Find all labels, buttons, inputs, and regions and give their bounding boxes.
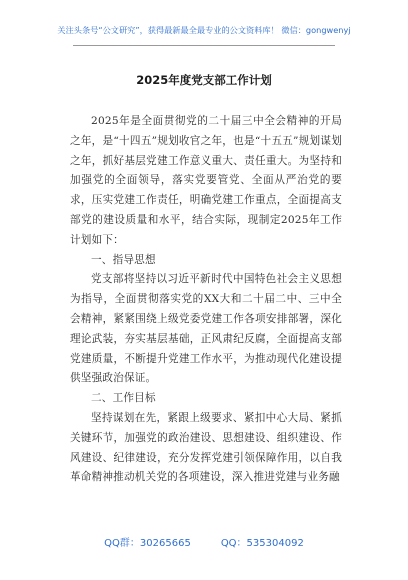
paragraph-intro: 2025年是全面贯彻党的二十届三中全会精神的开局之年，是“十四五”规划收官之年，也是“十五五”规划谋划之年，抓好基层党建工作意义重大、责任重大。为坚持和加强党的全面领导，落实党要管党、全面从严治党的要求，压实党建工作责任，明确党建工作重点，全面提高支部党的建设质量和水平，结合实际，现制定2025年工作计划如下： (70, 115, 342, 246)
footer-qq-group: QQ群：30265665 (104, 538, 191, 549)
section-heading-guiding-ideology: 一、指导思想 (91, 253, 156, 266)
paragraph-guiding-ideology: 党支部将坚持以习近平新时代中国特色社会主义思想为指导，全面贯彻落实党的XX大和二十届二中、三中全会精神，紧紧围绕上级党委党建工作各项安排部署，深化理论武装，夯实基层基础，正风肃纪反腐，全面提高支部党建质量，不断提升党建工作水平，为推动现代化建设提供坚强政治保证。 (70, 273, 342, 385)
header-divider (73, 45, 335, 46)
document-body (70, 112, 342, 488)
footer-qq-number: QQ：535304092 (220, 538, 304, 549)
header-promo-text: 关注头条号“公文研究”，获得最新最全最专业的公文资料库！ 微信：gongwenyj (57, 25, 351, 35)
footer-contact (0, 534, 408, 549)
section-heading-work-goals: 二、工作目标 (91, 392, 156, 405)
paragraph-work-goals: 坚持谋划在先，紧跟上级要求、紧扣中心大局、紧抓关键环节，加强党的政治建设、思想建设、组织建设、作风建设、纪律建设，充分发挥党建引领保障作用，以自我革命精神推动机关党的各项建设，深入推进党建与业务融 (70, 411, 342, 484)
document-title: 2025年度党支部工作计划 (136, 73, 272, 87)
